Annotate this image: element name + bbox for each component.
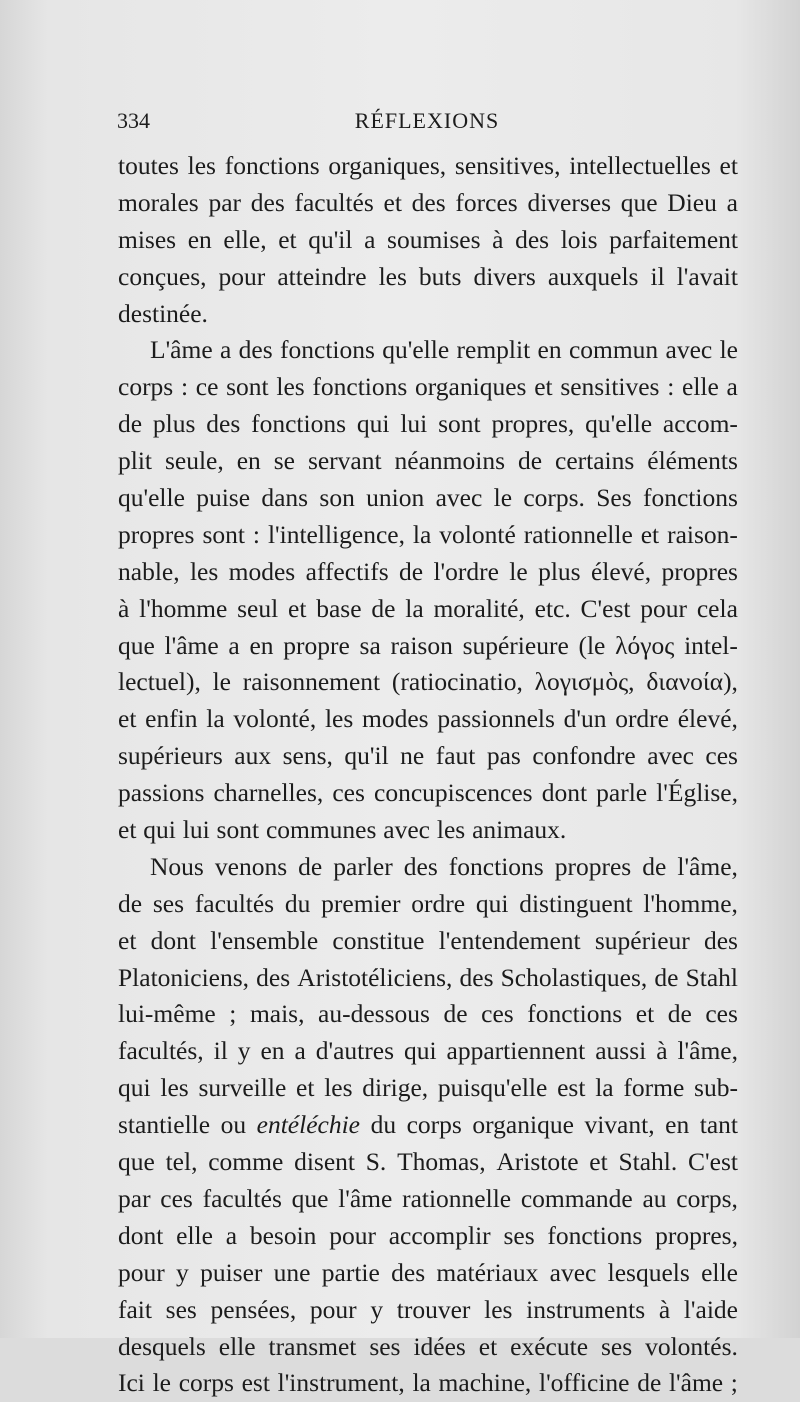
running-title: RÉFLEXIONS [354,108,500,133]
text-line: fait ses pensées, pour y trouver les instruments à l'aide [118,1294,738,1324]
text-line: Platoniciens, des Aristotéliciens, des Scholastiques, de Stahl [118,962,738,992]
text-line: lectuel), le raisonnement (ratiocinatio, λογισμὸς, διανοία), [118,667,738,697]
text-line: toutes les fonctions organiques, sensitives, intellectuelles et [118,151,738,180]
text-line: mises en elle, et qu'il a soumises à des lois parfaitement [118,224,738,254]
text-line: stantielle ou entéléchie du corps organique vivant, en tant [118,1110,738,1140]
text-line: et qui lui sont communes avec les animaux. [118,815,567,845]
text-line: pour y puiser une partie des matériaux avec lesquels elle [118,1257,738,1287]
text-line: de ses facultés du premier ordre qui distinguent l'homme, [118,888,738,918]
text-line: destinée. [118,298,208,328]
body-text [118,148,738,1402]
text-line: propres sont : l'intelligence, la volonté rationnelle et raison- [118,519,738,549]
text-line: nable, les modes affectifs de l'ordre le plus élevé, propres [118,556,738,586]
text-line: passions charnelles, ces concupiscences dont parle l'Église, [118,778,738,808]
text-line: conçues, pour atteindre les buts divers auxquels il l'avait [118,261,738,291]
text-line: facultés, il y en a d'autres qui appartiennent aussi à l'âme, [118,1036,738,1066]
text-line: supérieurs aux sens, qu'il ne faut pas confondre avec ces [118,741,738,771]
page-number: 334 [117,108,150,133]
text-line: de plus des fonctions qui lui sont propres, qu'elle accom- [118,409,738,439]
page-header [117,108,737,138]
text-line: morales par des facultés et des forces diverses que Dieu a [118,187,738,217]
text-line: dont elle a besoin pour accomplir ses fonctions propres, [118,1220,738,1250]
text-line: à l'homme seul et base de la moralité, etc. C'est pour cela [118,593,738,623]
text-line: que tel, comme disent S. Thomas, Aristote et Stahl. C'est [118,1147,738,1177]
text-line: L'âme a des fonctions qu'elle remplit en commun avec le [150,335,738,365]
text-line: par ces facultés que l'âme rationnelle commande au corps, [118,1183,738,1213]
text-line: que l'âme a en propre sa raison supérieure (le λόγος intel- [118,630,738,660]
text-line: desquels elle transmet ses idées et exécute ses volontés. [118,1331,738,1361]
text-line: qui les surveille et les dirige, puisqu'elle est la forme sub- [118,1073,738,1103]
text-line: et dont l'ensemble constitue l'entendement supérieur des [118,925,738,955]
text-line: qu'elle puise dans son union avec le corps. Ses fonctions [118,483,738,513]
text-line: Nous venons de parler des fonctions propres de l'âme, [150,851,738,881]
text-line: Ici le corps est l'instrument, la machine, l'officine de l'âme ; [118,1368,738,1398]
text-line: lui-même ; mais, au-dessous de ces fonctions et de ces [118,999,738,1029]
text-line: corps : ce sont les fonctions organiques et sensitives : elle a [118,372,738,402]
text-line: et enfin la volonté, les modes passionnels d'un ordre élevé, [118,704,738,734]
text-line: plit seule, en se servant néanmoins de certains éléments [118,446,738,476]
